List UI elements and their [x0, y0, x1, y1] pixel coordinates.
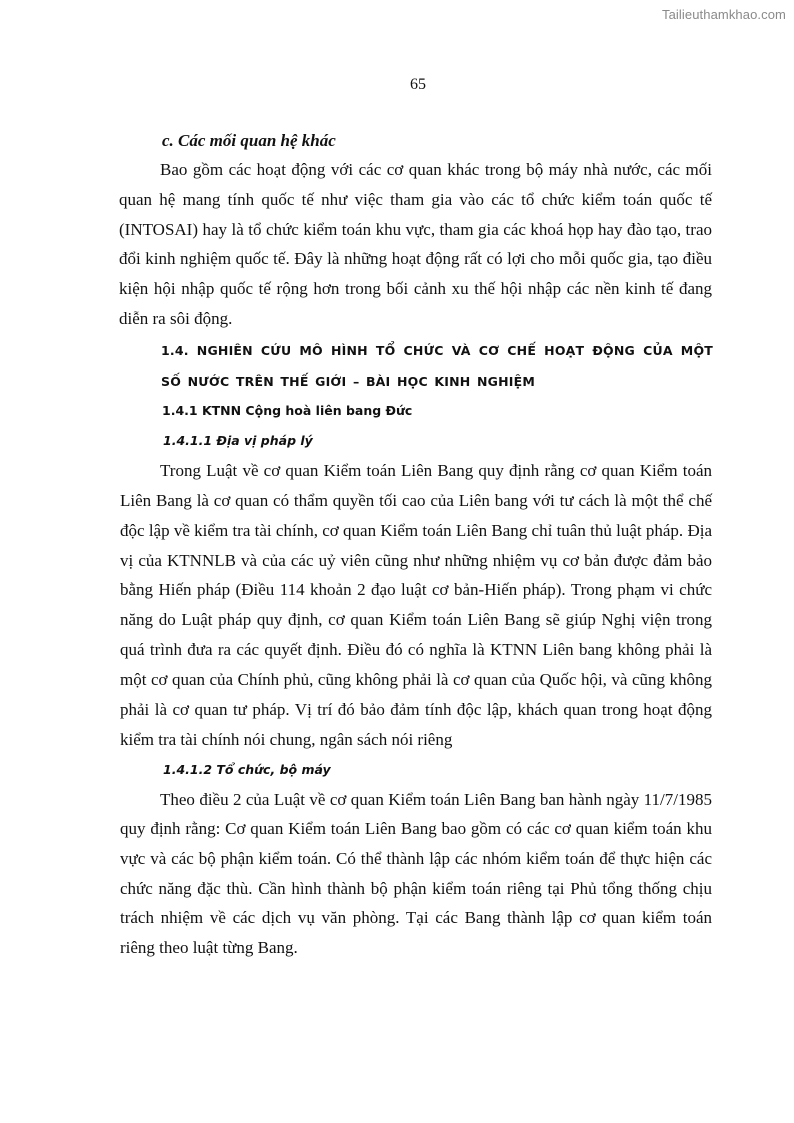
paragraph-organization-wrap [120, 785, 712, 963]
watermark: Tailieuthamkhao.com [661, 7, 786, 22]
paragraph-other-relations-wrap [119, 155, 712, 334]
paragraph-legal-status: Trong Luật về cơ quan Kiểm toán Liên Bang quy định rằng cơ quan Kiểm toán Liên Bang là cơ quan có thẩm quyền tối cao của Liên bang với tư cách là một thể chế độc lập về kiểm tra tài chính, cơ quan Kiểm toán Liên Bang chỉ tuân thủ luật pháp. Địa vị của KTNNLB và của các uỷ viên cũng như những nhiệm vụ cơ bản được đảm bảo bằng Hiến pháp (Điều 114 khoản 2 đạo luật cơ bản-Hiến pháp). Trong phạm vi chức năng do Luật pháp quy định, cơ quan Kiểm toán Liên Bang sẽ giúp Nghị viện trong quá trình đưa ra các quyết định. Điều đó có nghĩa là KTNN Liên bang không phải là một cơ quan của Chính phủ, cũng không phải là cơ quan của Quốc hội, và cũng không phải là cơ quan tư pháp. Vị trí đó bảo đảm tính độc lập, khách quan trong hoạt động kiểm tra tài chính nói chung, ngân sách nói riêng [120, 460, 712, 749]
section-heading-1-4-1-1: 1.4.1.1 Địa vị pháp lý [163, 432, 313, 448]
section-heading-1-4-1: 1.4.1 KTNN Cộng hoà liên bang Đức [162, 402, 413, 418]
page-number: 65 [410, 76, 426, 93]
section-heading-1-4-1-2: 1.4.1.2 Tổ chức, bộ máy [163, 761, 331, 777]
document-body [119, 126, 713, 962]
paragraph-legal-status-wrap [120, 456, 712, 755]
paragraph-other-relations: Bao gồm các hoạt động với các cơ quan khác trong bộ máy nhà nước, các mối quan hệ mang tính quốc tế như việc tham gia vào các tổ chức kiểm toán quốc tế (INTOSAI) hay là tổ chức kiểm toán khu vực, tham gia các khoá họp hay đào tạo, trao đổi kinh nghiệm quốc tế. Đây là những hoạt động rất có lợi cho mỗi quốc gia, tạo điều kiện hội nhập quốc tế rộng hơn trong bối cảnh xu thế hội nhập các nền kinh tế đang diễn ra sôi động. [119, 160, 712, 328]
paragraph-organization: Theo điều 2 của Luật về cơ quan Kiểm toán Liên Bang ban hành ngày 11/7/1985 quy định rằng: Cơ quan Kiểm toán Liên Bang bao gồm có các cơ quan kiểm toán khu vực và các bộ phận kiểm toán. Có thể thành lập các nhóm kiểm toán để thực hiện các chức năng đặc thù. Cần hình thành bộ phận kiểm toán riêng tại Phủ tổng thống chịu trách nhiệm về các dịch vụ văn phòng. Tại các Bang thành lập cơ quan kiểm toán riêng theo luật từng Bang. [120, 789, 712, 957]
heading-c-other-relations: c. Các mối quan hệ khác [162, 131, 336, 150]
section-heading-1-4: 1.4. NGHIÊN CỨU MÔ HÌNH TỔ CHỨC VÀ CƠ CHẾ HOẠT ĐỘNG CỦA MỘT SỐ NƯỚC TRÊN THẾ GIỚI – BÀI HỌC KINH NGHIỆM [161, 342, 713, 389]
